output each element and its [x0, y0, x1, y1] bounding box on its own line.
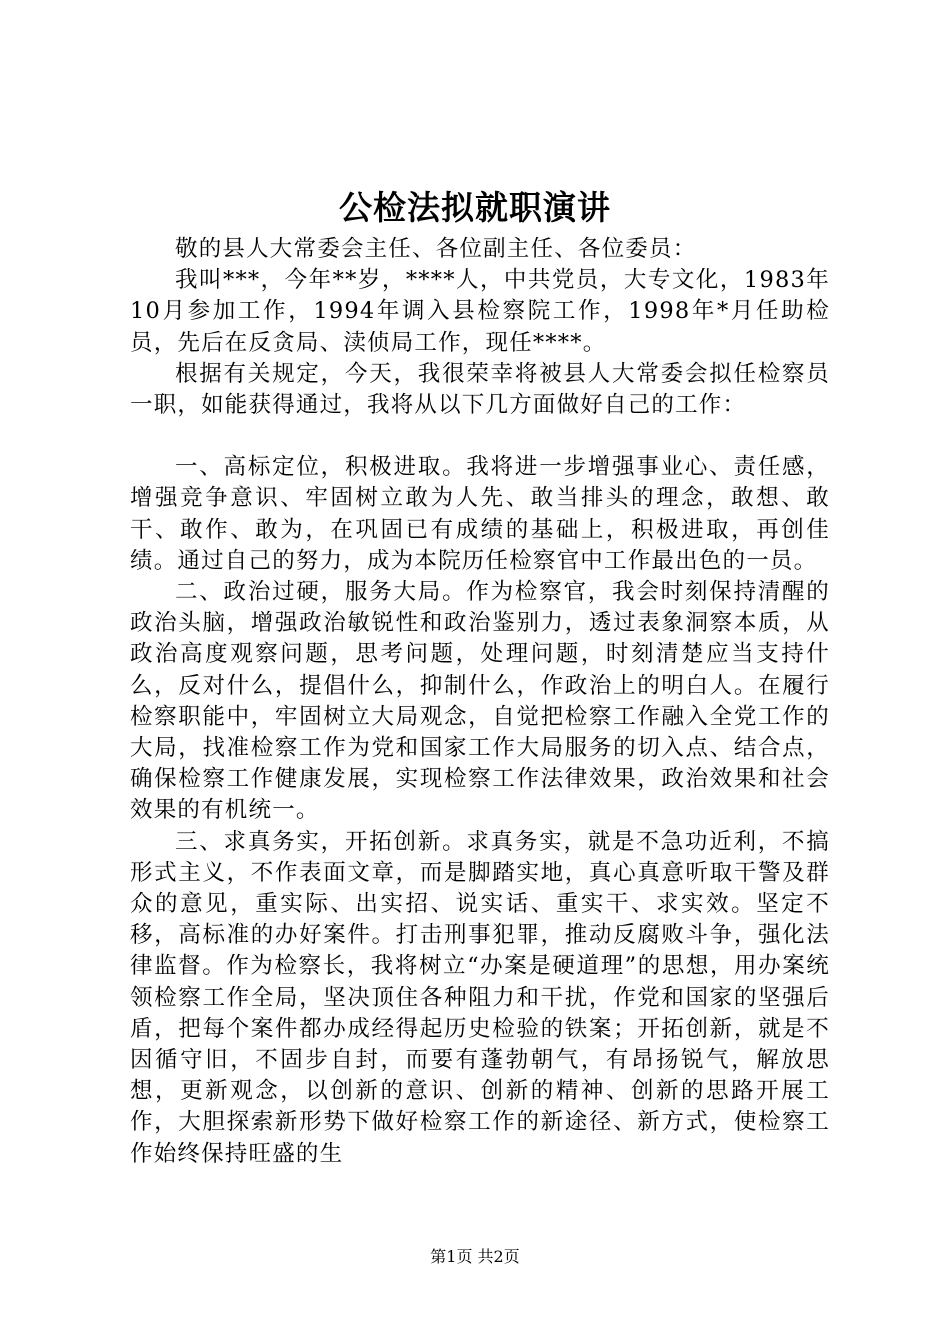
self-introduction-paragraph: 我叫***，今年**岁，****人，中共党员，大专文化，1983年10月参加工作，1994年调入县检察院工作，1998年*月任助检员，先后在反贪局、渎侦局工作，现任****。: [130, 267, 830, 356]
point-one-paragraph: 一、高标定位，积极进取。我将进一步增强事业心、责任感，增强竞争意识、牢固树立敢为人先、敢当排头的理念，敢想、敢干、敢作、敢为，在巩固已有成绩的基础上，积极进取，再创佳绩。通过自己的努力，成为本院历任检察官中工作最出色的一员。: [130, 454, 830, 574]
page-footer: 第1页 共2页: [430, 1247, 520, 1266]
salutation-paragraph: 敬的县人大常委会主任、各位副主任、各位委员：: [175, 236, 697, 262]
point-two-paragraph: 二、政治过硬，服务大局。作为检察官，我会时刻保持清醒的政治头脑，增强政治敏锐性和政治鉴别力，透过表象洞察本质，从政治高度观察问题，思考问题，处理问题，时刻清楚应当支持什么，反对什么，提倡什么，抑制什么，作政治上的明白人。在履行检察职能中，牢固树立大局观念，自觉把检察工作融入全党工作的大局，找准检察工作为党和国家工作大局服务的切入点、结合点，确保检察工作健康发展，实现检察工作法律效果，政治效果和社会效果的有机统一。: [130, 579, 830, 824]
document-title: 公检法拟就职演讲: [339, 188, 611, 227]
appointment-paragraph: 根据有关规定，今天，我很荣幸将被县人大常委会拟任检察员一职，如能获得通过，我将从以下几方面做好自己的工作：: [130, 360, 830, 419]
document-body: [130, 234, 830, 1170]
point-three-paragraph: 三、求真务实，开拓创新。求真务实，就是不急功近利，不搞形式主义，不作表面文章，而是脚踏实地，真心真意听取干警及群众的意见，重实际、出实招、说实话、重实干、求实效。坚定不移，高标准的办好案件。打击刑事犯罪，推动反腐败斗争，强化法律监督。作为检察长，我将树立“办案是硬道理”的思想，用办案统领检察工作全局，坚决顶住各种阻力和干扰，作党和国家的坚强后盾，把每个案件都办成经得起历史检验的铁案；开拓创新，就是不因循守旧，不固步自封，而要有蓬勃朝气，有昂扬锐气，解放思想，更新观念，以创新的意识、创新的精神、创新的思路开展工作，大胆探索新形势下做好检察工作的新途径、新方式，使检察工作始终保持旺盛的生: [130, 828, 830, 1167]
